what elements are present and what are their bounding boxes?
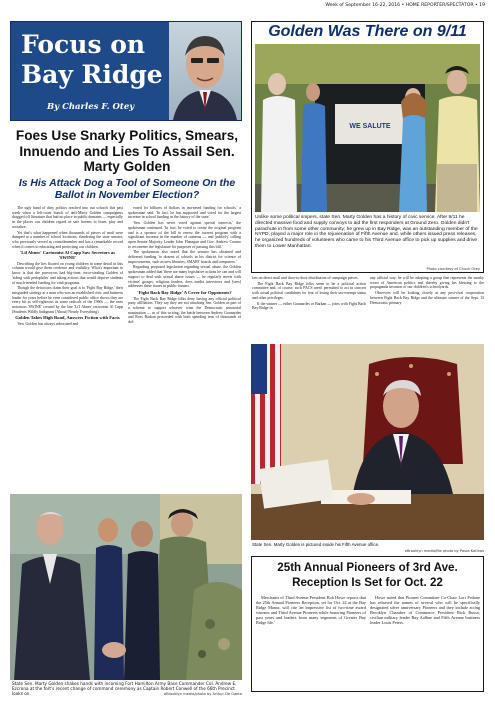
right-story-box (251, 21, 484, 273)
subheading: Golden Takes High Road, Answers Fiction with Facts (15, 315, 120, 321)
pioneers-box (251, 556, 484, 692)
photo-office-credit: eBrooklyn media/file photo by Paula Katinas (404, 549, 484, 553)
subheading: 'Lil Abner' Cartoonist Al Capp Saw Secretors as 'SWINE' (20, 250, 115, 261)
paragraph: lars on direct mail and door-to-door distribution of campaign pieces. (252, 276, 359, 280)
pioneers-headline-line2: Reception Is Set for Oct. 22 (292, 576, 443, 589)
paragraph: voted for billions of dollars in increased funding for schools,' a spokesman said. 'In fact, he has supported and voted for the largest increase in school funding in the history of the state.' (128, 206, 241, 220)
photo-handshake-credit: eBrooklyn media/photo by Arthur De Gaeta (163, 692, 242, 696)
truck-sign-text: WE SALUTE (349, 123, 391, 130)
right-story-credit: Photo courtesy of Chuck Otey (426, 267, 480, 271)
paragraph: If the winner — either Gounardes or Barkan — joins with Fight Back Bay Ridge in (252, 301, 366, 311)
paragraph: Observers will be looking closely at any post-rival cooperation between Fight Back Bay Ridge and the ultimate winner of the Sept. 13 Democratic primary. (370, 291, 484, 305)
paragraph: 'Sen. Golden has never voted against special interests,' the spokesman continued. 'In fact, he voted to create the original program and is a sponsor of the bill to renew the current program with a significant increase in the number of cameras — and 'publicly' calling upon Senate Majority Leader John Flanagan and Gov. Andrew Cuomo to reconvene the legislature for purposes of passing this bill.' (128, 221, 241, 249)
right-column-1 (252, 276, 366, 340)
photo-handshake-caption: State Sen. Marty Golden shakes hands with incoming Fort Hamilton Army Base Commander Col. Andrew E. Ezcrona at the fort's recent change of command ceremony as Captain Robert Conwell of the 66th Precinct looks on. (12, 681, 237, 696)
photo-handshake (10, 494, 242, 680)
photo-office-caption: State Sen. Marty Golden is pictured inside his Fifth Avenue office. (252, 542, 380, 547)
column-byline: By Charles F. Otey (47, 102, 135, 112)
paragraph: any official way, he will be adopting a group that represents the snarky worst of American politics and thereby giving his blessing to the propaganda invasion of our children's schoolyards. (370, 276, 484, 290)
paragraph: Though the detractors claim their goal is to 'Fight Bay Ridge,' their misguided strategy at a man who was an established civic and business leader for years before he even considered public office shows they are every bit as self-righteous as some radicals of the 1960s — the ones notorious 'SWINE' created by the late 'Li'l Abner' cartoonist Al Capp (Students Wildly Indignant [About] Nearly Everything). (12, 286, 123, 314)
column-title-line1: Focus on (21, 30, 146, 59)
column-title-line2: Bay Ridge (21, 60, 163, 89)
right-column-2 (370, 276, 484, 340)
paragraph: 'Sen. Golden has always advocated and (17, 322, 79, 327)
pioneers-column-2: Howe noted that Pioneer Committee Co-Chair Lori Fedone has released the names of several who will be specifically designated silver anniversary Pioneers and they include acting Brooklyn Chamber of Commerce President Rick Russo, civilian military leader Ray Aalbue and Fifth Avenue business leader Louis Peters. (370, 595, 480, 626)
paragraph: Yet that's what happened when thousands of pieces of mail were dumped at a number of school locations, slandering the state senator, who previously served as councilmember and has a remarkable record when it comes to educating and protecting our children. (12, 230, 123, 249)
author-headshot (169, 22, 241, 120)
column-banner (10, 21, 242, 121)
right-story-headline: Golden Was There on 9/11 (268, 23, 467, 40)
paragraph: The Fight Back Bay Ridge folks deny having any official political party affiliation. They say they are not attacking Sen. Golden as part of a scheme to support whoever wins the Democratic senatorial nomination — as of this writing, the battle between Andrew Gounardes and Ross Barkan proceeded with both spending tens of thousands of dol- (128, 296, 241, 325)
paragraph: Regarding proposed legislation regarding sexual abuse, the Golden spokesman added that 'there are many legislative actions he can and will support to deal with sexual abuse issues — he regularly meets with victims' groups, religious leaders, does media interviews and [sees] addresses these issues in public forums.' (128, 265, 241, 289)
pioneers-headline-line1: 25th Annual Pioneers of 3rd Ave. (277, 561, 458, 574)
photo-911 (255, 44, 480, 212)
subheading: 'Fight Back Bay Ridge' A Cover for Opponents? (137, 289, 232, 295)
paragraph: The spokesman also noted that the senator has obtained and delivered funding 'to dozens of schools in his district for science of improvements, such as new libraries, SMART boards and computers.' (128, 250, 241, 264)
article-headline: Foes Use Snarky Politics, Smears, Innuendo and Lies To Assail Sen. Marty Golden (15, 128, 239, 174)
issue-header: Week of September 16-22, 2016 • HOME REPORTER/SPECTATOR • 19 (325, 3, 485, 8)
article-column-1 (12, 206, 123, 446)
photo-office (251, 344, 484, 540)
right-story-body: Unlike some political snipers, state Sen. Marty Golden has a history of civic service. After 9/11 he directed massive food and supply convoys to aid the first responders at Ground Zero. Golden didn't parachute in from some other community; he grew up in Bay Ridge, was an outstanding member of the NYPD, played a major role in the rejuvenation of Fifth Avenue and, while others issued press releases, he organized hundreds of volunteers who came to his Third Avenue office to pick up supplies and drive them to Lower Manhattan. (255, 215, 478, 249)
paragraph: The Fight Back Bay Ridge folks seem to be a political action committee and, of course, such PACS aren't permitted to act in concert with actual political candidates for fear of losing their tax-exempt status and other privileges. (252, 281, 366, 300)
paragraph: The ugly hand of dirty politics reached into our schools this past week when a left-coast bunch of anti-Marty Golden campaigners dragged off literature that had no place in public domains — especially in the places our children regard as safe havens to learn, play and socialize. (12, 206, 123, 229)
paragraph: Describing the lies floated on young children in some detail in this column would give them credence and visibility. What's important to know is that the purveyors had big-time, error-stealing Golden of 'siding with pedophiles' and taking actions that would deprive students of much-needed funding for vital programs. (12, 261, 123, 285)
article-subhead: Is His Attack Dog a Tool of Someone On the Ballot in November Election? (18, 178, 236, 201)
article-column-2 (128, 206, 241, 446)
pioneers-column-1: Merchants of Third Avenue President Bob Howe reports that the 25th Annual Pioneers Reception, set for Oct. 22 at the Bay Ridge Manor, will cite 'an impressive list of two-time award winners and Third Avenue Pioneers while honoring Pioneers of past years and leaders from many segments of Greater Bay Ridge life.' (256, 595, 366, 626)
